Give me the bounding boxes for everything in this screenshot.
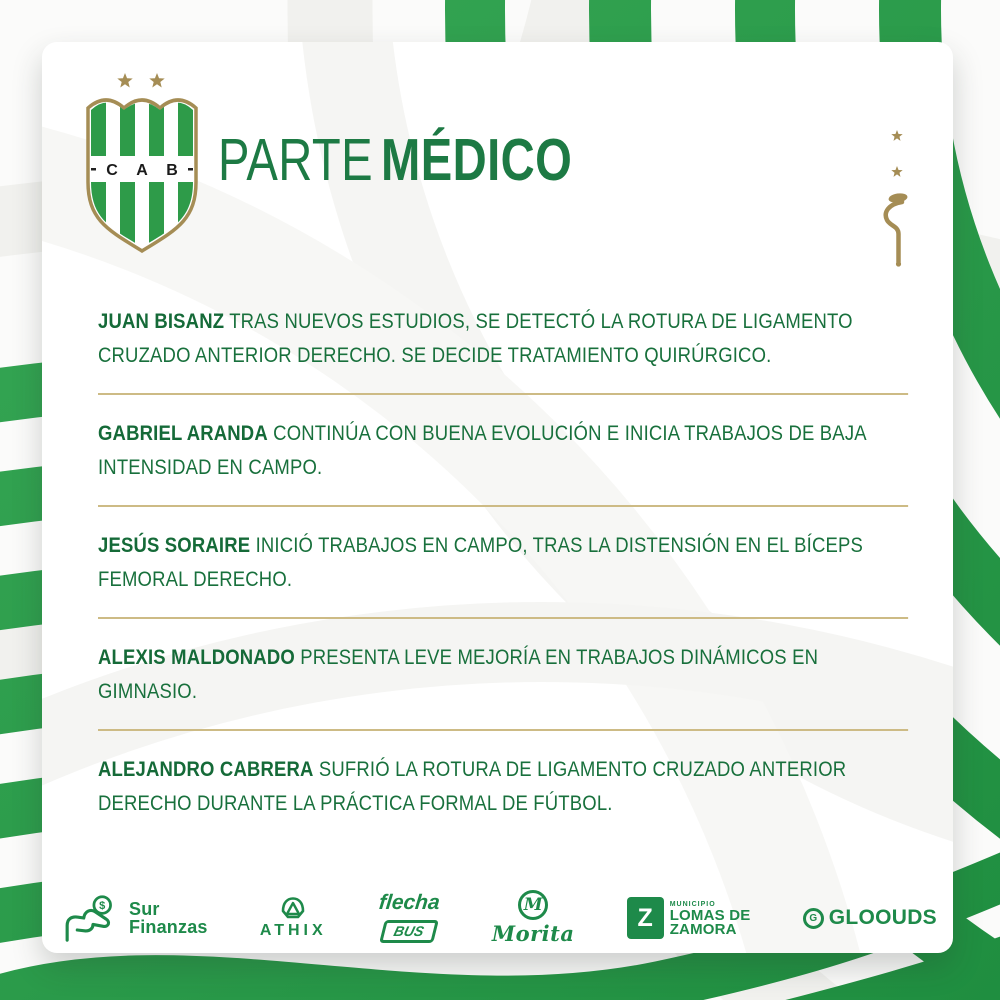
- gold-divider: [98, 617, 908, 619]
- player-status: TRAS NUEVOS ESTUDIOS, SE DETECTÓ LA ROTURA DE LIGAMENTO CRUZADO ANTERIOR DERECHO. SE DECIDE TRATAMIENTO QUIRÚRGICO.: [98, 309, 853, 367]
- sponsor-footer: [64, 887, 937, 949]
- player-status: INICIÓ TRABAJOS EN CAMPO, TRAS LA DISTENSIÓN EN EL BÍCEPS FEMORAL DERECHO.: [98, 533, 864, 591]
- coin-dollar-glyph: $: [99, 900, 106, 913]
- medical-entries-list: [98, 304, 908, 820]
- lomas-municipio: MUNICIPIO: [669, 900, 716, 908]
- player-name: JUAN BISANZ: [98, 309, 225, 333]
- lomas-line2: ZAMORA: [669, 920, 737, 938]
- sponsor-flecha-bus: [379, 893, 440, 943]
- sur-line2: Finanzas: [129, 917, 208, 937]
- morita-monogram-icon: M: [518, 890, 548, 920]
- crest-letter-b: B: [166, 162, 178, 179]
- sponsor-sur-finanzas: [64, 894, 208, 942]
- lomas-line1: LOMAS DE: [669, 906, 751, 924]
- flecha-word: flecha: [377, 891, 441, 914]
- player-name: GABRIEL ARANDA: [98, 421, 268, 445]
- morita-label: Morita: [491, 921, 575, 946]
- sur-line1: Sur: [129, 899, 160, 919]
- gold-divider: [98, 505, 908, 507]
- entry-gabriel-aranda: [98, 416, 876, 484]
- entry-juan-bisanz: [98, 304, 876, 372]
- gold-trophy-mark-icon: [870, 104, 930, 284]
- crest-stars-icon: [117, 73, 164, 88]
- report-card: [42, 42, 953, 953]
- athix-label: ATHIX: [259, 922, 327, 939]
- sponsor-morita: [492, 890, 575, 946]
- gloouds-ring-icon: G: [803, 908, 824, 929]
- crest-letter-a: A: [136, 162, 148, 179]
- banfield-crest: [76, 70, 208, 260]
- crest-letter-c: C: [106, 162, 118, 179]
- entry-alexis-maldonado: [98, 640, 876, 708]
- player-status: SUFRIÓ LA ROTURA DE LIGAMENTO CRUZADO ANTERIOR DERECHO DURANTE LA PRÁCTICA FORMAL DE FÚTBOL.: [98, 757, 847, 815]
- lomas-monogram-icon: Z: [627, 897, 664, 939]
- player-status: PRESENTA LEVE MEJORÍA EN TRABAJOS DINÁMICOS EN GIMNASIO.: [98, 645, 819, 703]
- player-status: CONTINÚA CON BUENA EVOLUCIÓN E INICIA TRABAJOS DE BAJA INTENSIDAD EN CAMPO.: [98, 421, 866, 479]
- bus-box: BUS: [380, 920, 439, 943]
- page-title: [218, 128, 572, 192]
- sponsor-lomas-de-zamora: [627, 897, 751, 939]
- gloouds-label: GLOOUDS: [828, 906, 937, 929]
- gold-divider: [98, 729, 908, 731]
- player-name: ALEXIS MALDONADO: [98, 645, 295, 669]
- title-word-parte: PARTE: [218, 127, 374, 193]
- player-name: JESÚS SORAIRE: [98, 533, 251, 557]
- sponsor-athix: [260, 896, 327, 940]
- athix-emblem-icon: [279, 896, 307, 920]
- entry-jesus-soraire: [98, 528, 876, 596]
- hand-coin-icon: [64, 894, 122, 942]
- entry-alejandro-cabrera: [98, 752, 876, 820]
- gold-divider: [98, 393, 908, 395]
- sponsor-gloouds: [803, 906, 937, 930]
- player-name: ALEJANDRO CABRERA: [98, 757, 314, 781]
- title-word-medico: MÉDICO: [381, 127, 573, 193]
